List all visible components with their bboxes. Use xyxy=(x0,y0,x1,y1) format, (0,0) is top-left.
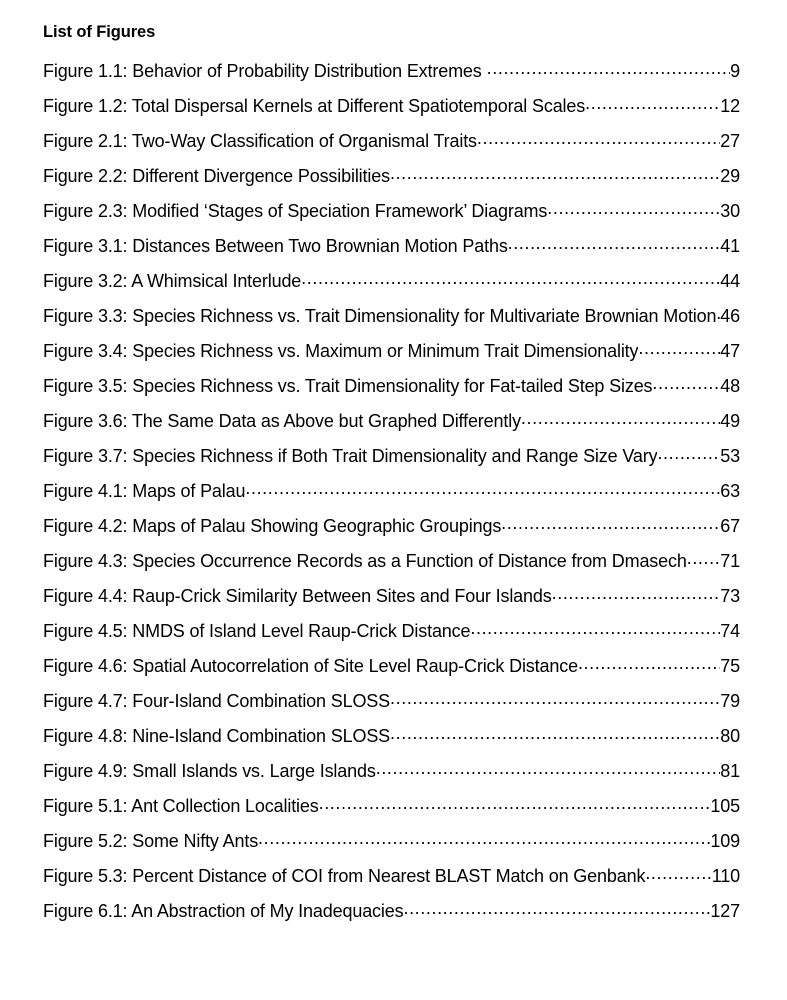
dot-leader xyxy=(716,304,720,322)
figure-entry-label: Figure 5.3: Percent Distance of COI from Nearest BLAST Match on Genbank xyxy=(43,866,646,886)
dot-leader xyxy=(245,479,720,497)
figure-entry-page-number: 79 xyxy=(720,691,740,711)
figure-entry-label: Figure 4.5: NMDS of Island Level Raup-Crick Distance xyxy=(43,621,471,641)
figure-entry-page-number: 110 xyxy=(711,866,740,886)
figure-entry-page-number: 71 xyxy=(720,551,740,571)
dot-leader xyxy=(638,339,720,357)
figure-entry[interactable] xyxy=(43,299,740,334)
figure-entry[interactable] xyxy=(43,404,740,439)
dot-leader xyxy=(508,234,721,252)
dot-leader xyxy=(547,199,720,217)
figure-entry-label: Figure 4.9: Small Islands vs. Large Islands xyxy=(43,761,376,781)
figure-entry[interactable] xyxy=(43,824,740,859)
dot-leader xyxy=(390,724,720,742)
figure-entry[interactable] xyxy=(43,229,740,264)
dot-leader xyxy=(657,444,720,462)
figure-entry[interactable] xyxy=(43,509,740,544)
dot-leader xyxy=(258,829,710,847)
figure-entry-page-number: 46 xyxy=(720,306,740,326)
figure-entry-page-number: 47 xyxy=(720,341,740,361)
dot-leader xyxy=(552,584,721,602)
figure-entry-label: Figure 2.2: Different Divergence Possibilities xyxy=(43,166,390,186)
figure-entry-page-number: 27 xyxy=(720,131,740,151)
figure-entry[interactable] xyxy=(43,474,740,509)
dot-leader xyxy=(470,619,720,637)
figure-entry[interactable] xyxy=(43,684,740,719)
figure-entry-label: Figure 3.2: A Whimsical Interlude xyxy=(43,271,302,291)
figure-entry[interactable] xyxy=(43,894,740,929)
figure-entry-page-number: 41 xyxy=(720,236,740,256)
figure-entry[interactable] xyxy=(43,369,740,404)
dot-leader xyxy=(521,409,720,427)
dot-leader xyxy=(585,94,720,112)
figure-entry[interactable] xyxy=(43,649,740,684)
figure-entry-page-number: 80 xyxy=(720,726,740,746)
figure-entry-label: Figure 3.7: Species Richness if Both Trait Dimensionality and Range Size Vary xyxy=(43,446,658,466)
figure-entry-label: Figure 4.7: Four-Island Combination SLOSS xyxy=(43,691,391,711)
figure-entry-label: Figure 4.8: Nine-Island Combination SLOSS xyxy=(43,726,391,746)
figure-entry[interactable] xyxy=(43,439,740,474)
dot-leader xyxy=(487,59,730,77)
figure-entry[interactable] xyxy=(43,579,740,614)
figure-entry-page-number: 30 xyxy=(720,201,740,221)
figure-entry[interactable] xyxy=(43,614,740,649)
figure-entry-label: Figure 3.1: Distances Between Two Brownian Motion Paths xyxy=(43,236,508,256)
figure-entry-label: Figure 3.6: The Same Data as Above but Graphed Differently xyxy=(43,411,521,431)
figure-entry-page-number: 75 xyxy=(720,656,740,676)
figure-entry-label: Figure 3.3: Species Richness vs. Trait Dimensionality for Multivariate Brownian Motion xyxy=(43,306,717,326)
figure-entry-label: Figure 1.1: Behavior of Probability Distribution Extremes xyxy=(43,61,482,81)
figure-entry-page-number: 63 xyxy=(720,481,740,501)
dot-leader xyxy=(652,374,720,392)
figure-entry-page-number: 67 xyxy=(720,516,740,536)
figure-entry-label: Figure 3.4: Species Richness vs. Maximum or Minimum Trait Dimensionality xyxy=(43,341,639,361)
figure-entry-page-number: 127 xyxy=(710,901,740,921)
dot-leader xyxy=(403,899,710,917)
figure-entry[interactable] xyxy=(43,159,740,194)
figure-entry[interactable] xyxy=(43,54,740,89)
figure-entry-page-number: 12 xyxy=(720,96,740,116)
figure-entry-page-number: 105 xyxy=(710,796,740,816)
dot-leader xyxy=(390,164,720,182)
figure-entry-page-number: 44 xyxy=(720,271,740,291)
figure-entry-label: Figure 4.2: Maps of Palau Showing Geographic Groupings xyxy=(43,516,502,536)
dot-leader xyxy=(376,759,721,777)
dot-leader xyxy=(390,689,720,707)
figure-entry[interactable] xyxy=(43,859,740,894)
figure-entry-label: Figure 2.1: Two-Way Classification of Organismal Traits xyxy=(43,131,477,151)
figure-entry[interactable] xyxy=(43,789,740,824)
figure-entry-label: Figure 6.1: An Abstraction of My Inadequacies xyxy=(43,901,404,921)
dot-leader xyxy=(477,129,720,147)
dot-leader xyxy=(319,794,711,812)
figure-entry-label: Figure 5.1: Ant Collection Localities xyxy=(43,796,319,816)
figure-entry[interactable] xyxy=(43,754,740,789)
dot-leader xyxy=(301,269,720,287)
figure-entry[interactable] xyxy=(43,194,740,229)
figure-entry-label: Figure 2.3: Modified ‘Stages of Speciation Framework’ Diagrams xyxy=(43,201,548,221)
figure-entry-label: Figure 4.6: Spatial Autocorrelation of Site Level Raup-Crick Distance xyxy=(43,656,578,676)
figure-entry-page-number: 48 xyxy=(720,376,740,396)
page-title: List of Figures xyxy=(43,23,156,41)
figure-entry[interactable] xyxy=(43,544,740,579)
figure-entry-page-number: 109 xyxy=(710,831,740,851)
figure-entry-page-number: 9 xyxy=(730,61,740,81)
figure-entry-page-number: 81 xyxy=(720,761,740,781)
figure-entry-label: Figure 4.3: Species Occurrence Records as a Function of Distance from Dmasech xyxy=(43,551,687,571)
figure-entry[interactable] xyxy=(43,124,740,159)
dot-leader xyxy=(645,864,711,882)
figure-entry-page-number: 29 xyxy=(720,166,740,186)
figure-list xyxy=(43,54,740,929)
dot-leader xyxy=(501,514,720,532)
figure-entry-label: Figure 4.1: Maps of Palau xyxy=(43,481,246,501)
figure-entry-label: Figure 4.4: Raup-Crick Similarity Between Sites and Four Islands xyxy=(43,586,552,606)
figure-entry[interactable] xyxy=(43,719,740,754)
figure-entry[interactable] xyxy=(43,89,740,124)
figure-entry-label: Figure 3.5: Species Richness vs. Trait Dimensionality for Fat-tailed Step Sizes xyxy=(43,376,653,396)
figure-entry[interactable] xyxy=(43,264,740,299)
figure-entry-page-number: 73 xyxy=(720,586,740,606)
figure-entry-label: Figure 1.2: Total Dispersal Kernels at Different Spatiotemporal Scales xyxy=(43,96,586,116)
figure-entry-page-number: 49 xyxy=(720,411,740,431)
figure-entry-page-number: 53 xyxy=(720,446,740,466)
dot-leader xyxy=(687,549,721,567)
figure-entry[interactable] xyxy=(43,334,740,369)
figure-entry-label: Figure 5.2: Some Nifty Ants xyxy=(43,831,259,851)
dot-leader xyxy=(578,654,720,672)
figure-entry-page-number: 74 xyxy=(720,621,740,641)
